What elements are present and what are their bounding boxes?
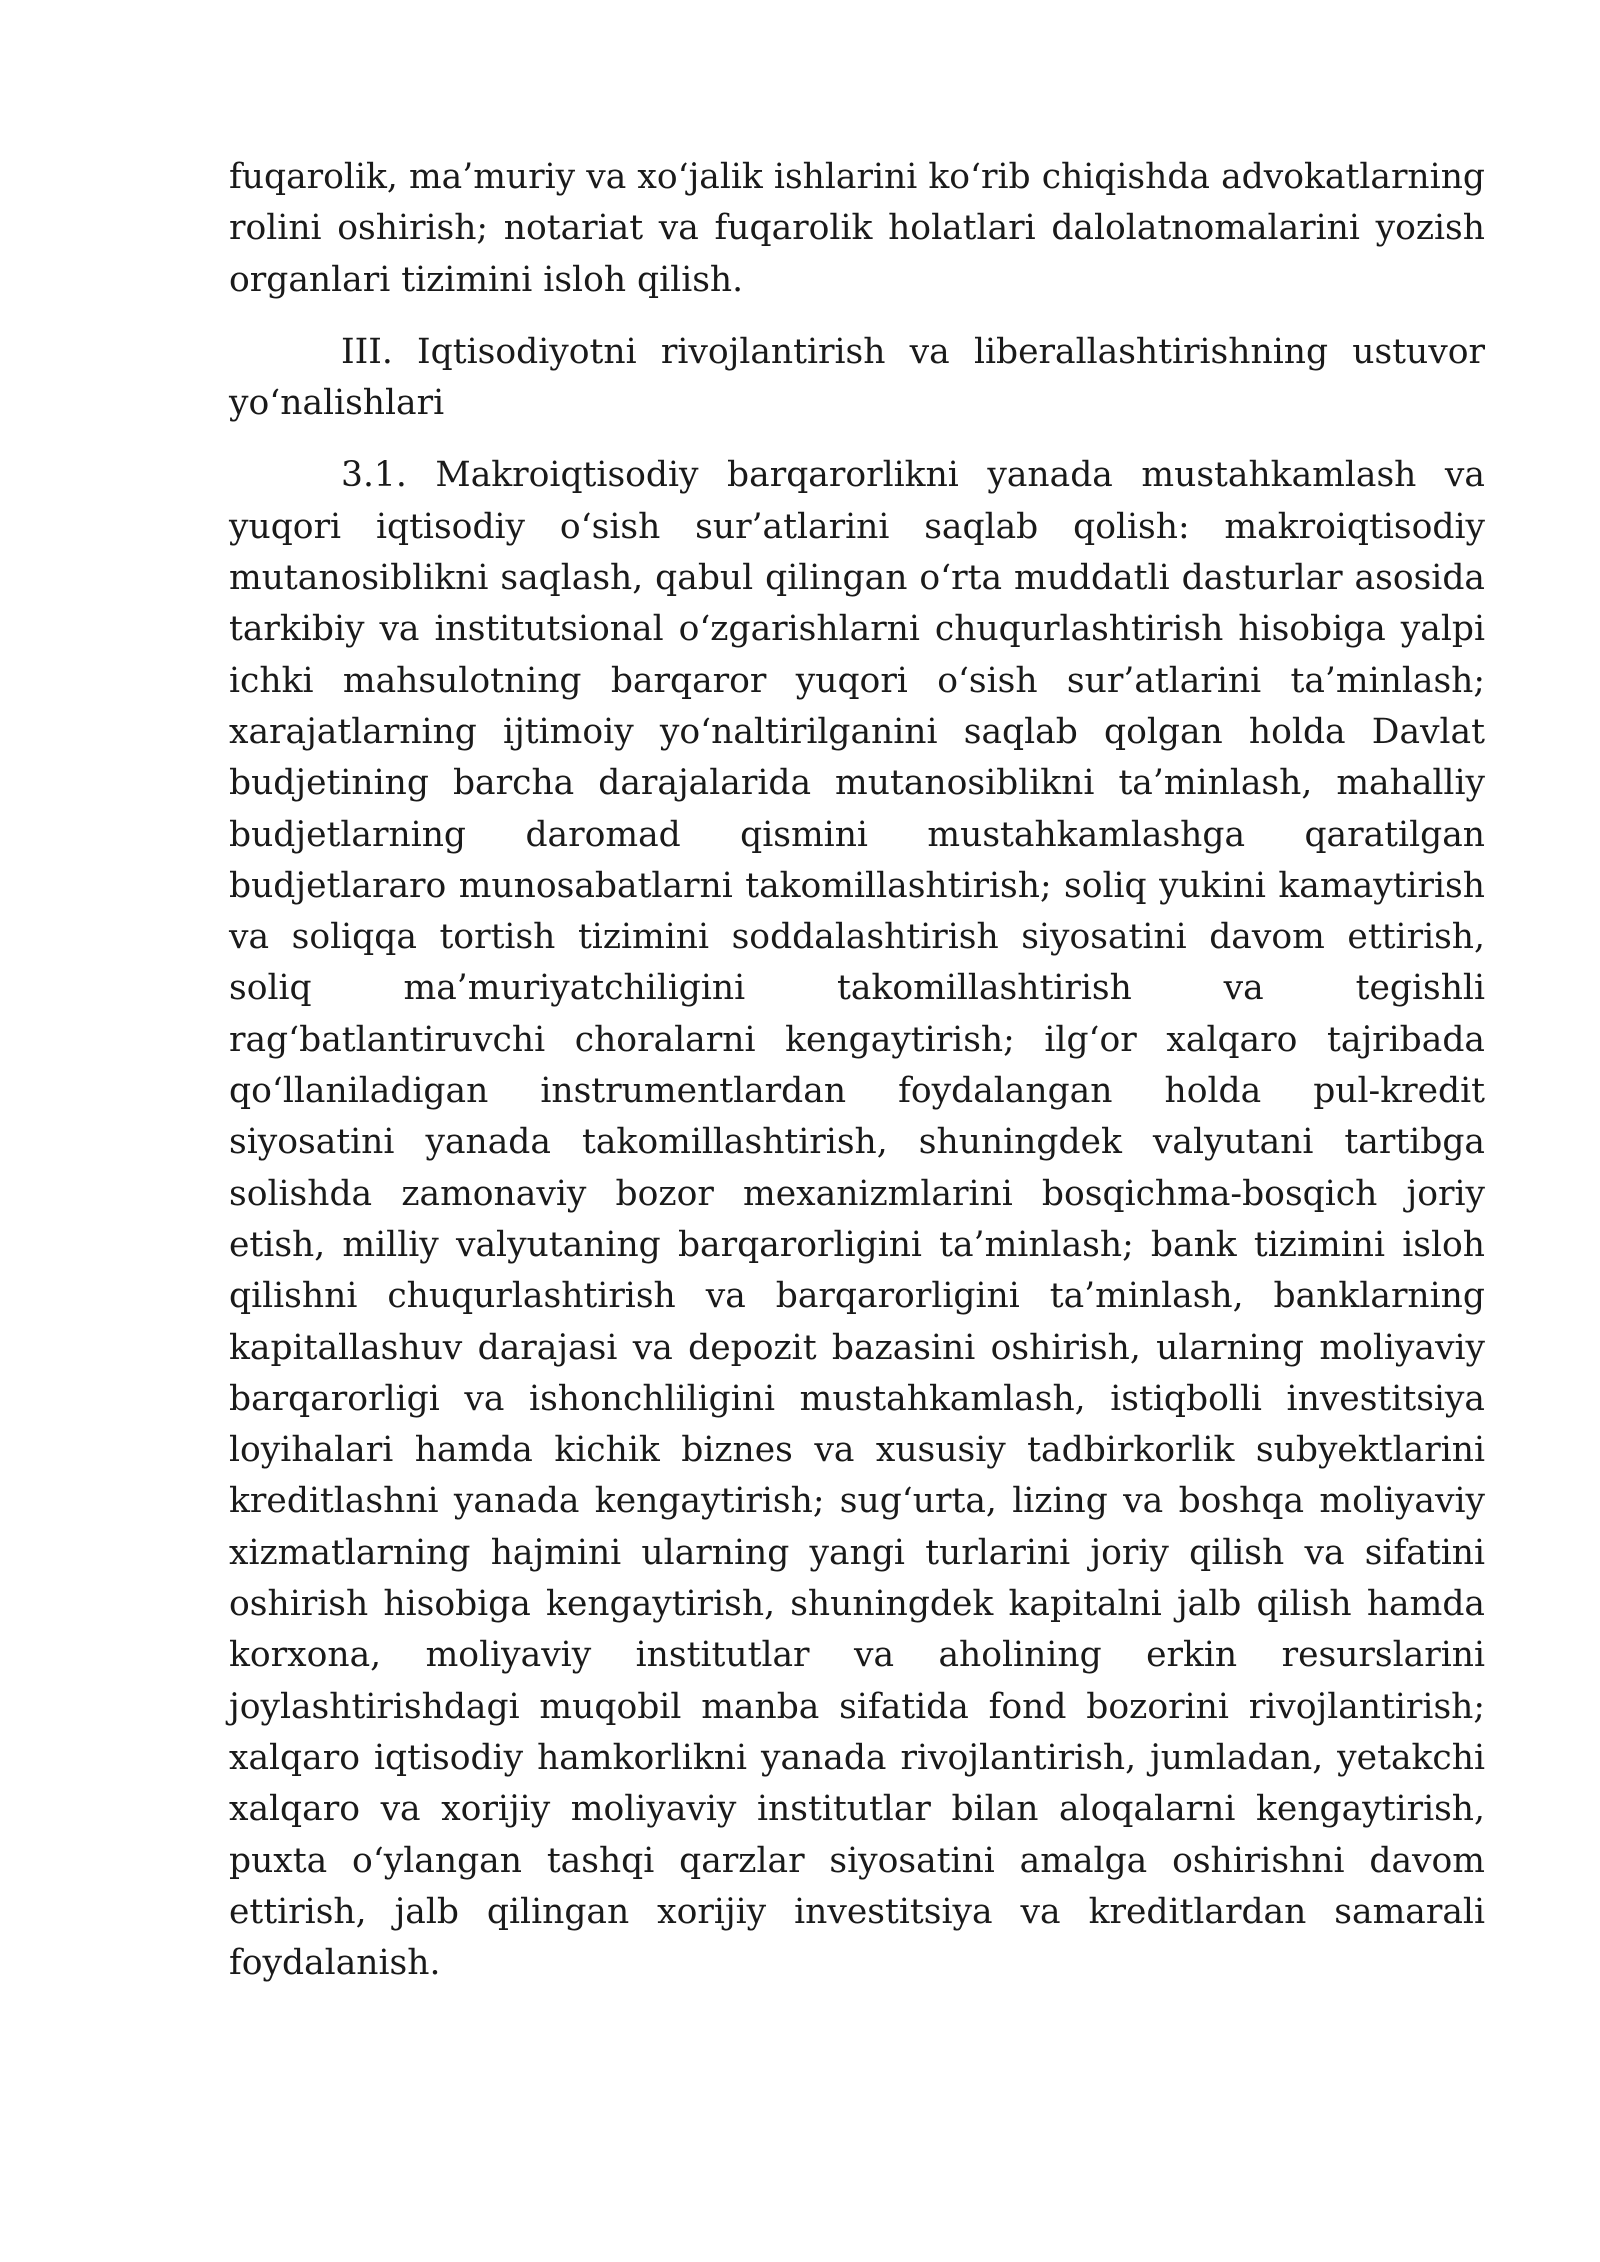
document-page [229,152,1485,1989]
paragraph-3-1: 3.1. Makroiqtisodiy barqarorlikni yanada mustahkamlash va yuqori iqtisodiy o‘sish sur’atlarini saqlab qolish: makroiqtisodiy mutanosiblikni saqlash, qabul qilingan o‘rta muddatli dasturlar asosida tarkibiy va institutsional o‘zgarishlarni chuqurlashtirish hisobiga yalpi ichki mahsulotning barqaror yuqori o‘sish sur’atlarini ta’minlash; xarajatlarning ijtimoiy yo‘naltirilganini saqlab qolgan holda Davlat budjetining barcha darajalarida mutanosiblikni ta’minlash, mahalliy budjetlarning daromad qismini mustahkamlashga qaratilgan budjetlararo munosabatlarni takomillashtirish; soliq yukini kamaytirish va soliqqa tortish tizimini soddalashtirish siyosatini davom ettirish, soliq ma’muriyatchiligini takomillashtirish va tegishli rag‘batlantiruvchi choralarni kengaytirish; ilg‘or xalqaro tajribada qo‘llaniladigan instrumentlardan foydalangan holda pul-kredit siyosatini yanada takomillashtirish, shuningdek valyutani tartibga solishda zamonaviy bozor mexanizmlarini bosqichma-bosqich joriy etish, milliy valyutaning barqarorligini ta’minlash; bank tizimini isloh qilishni chuqurlashtirish va barqarorligini ta’minlash, banklarning kapitallashuv darajasi va depozit bazasini oshirish, ularning moliyaviy barqarorligi va ishonchliligini mustahkamlash, istiqbolli investitsiya loyihalari hamda kichik biznes va xususiy tadbirkorlik subyektlarini kreditlashni yanada kengaytirish; sug‘urta, lizing va boshqa moliyaviy xizmatlarning hajmini ularning yangi turlarini joriy qilish va sifatini oshirish hisobiga kengaytirish, shuningdek kapitalni jalb qilish hamda korxona, moliyaviy institutlar va aholining erkin resurslarini joylashtirishdagi muqobil manba sifatida fond bozorini rivojlantirish; xalqaro iqtisodiy hamkorlikni yanada rivojlantirish, jumladan, yetakchi xalqaro va xorijiy moliyaviy institutlar bilan aloqalarni kengaytirish, puxta o‘ylangan tashqi qarzlar siyosatini amalga oshirishni davom ettirish, jalb qilingan xorijiy investitsiya va kreditlardan samarali foydalanish. [229,455,1485,1984]
paragraph-continuation: fuqarolik, ma’muriy va xo‘jalik ishlarini ko‘rib chiqishda advokatlarning rolini oshirish; notariat va fuqarolik holatlari dalolatnomalarini yozish organlari tizimini isloh qilish. [229,157,1485,300]
section-heading-iii: III. Iqtisodiyotni rivojlantirish va liberallashtirishning ustuvor yo‘nalishlari [229,331,1485,424]
